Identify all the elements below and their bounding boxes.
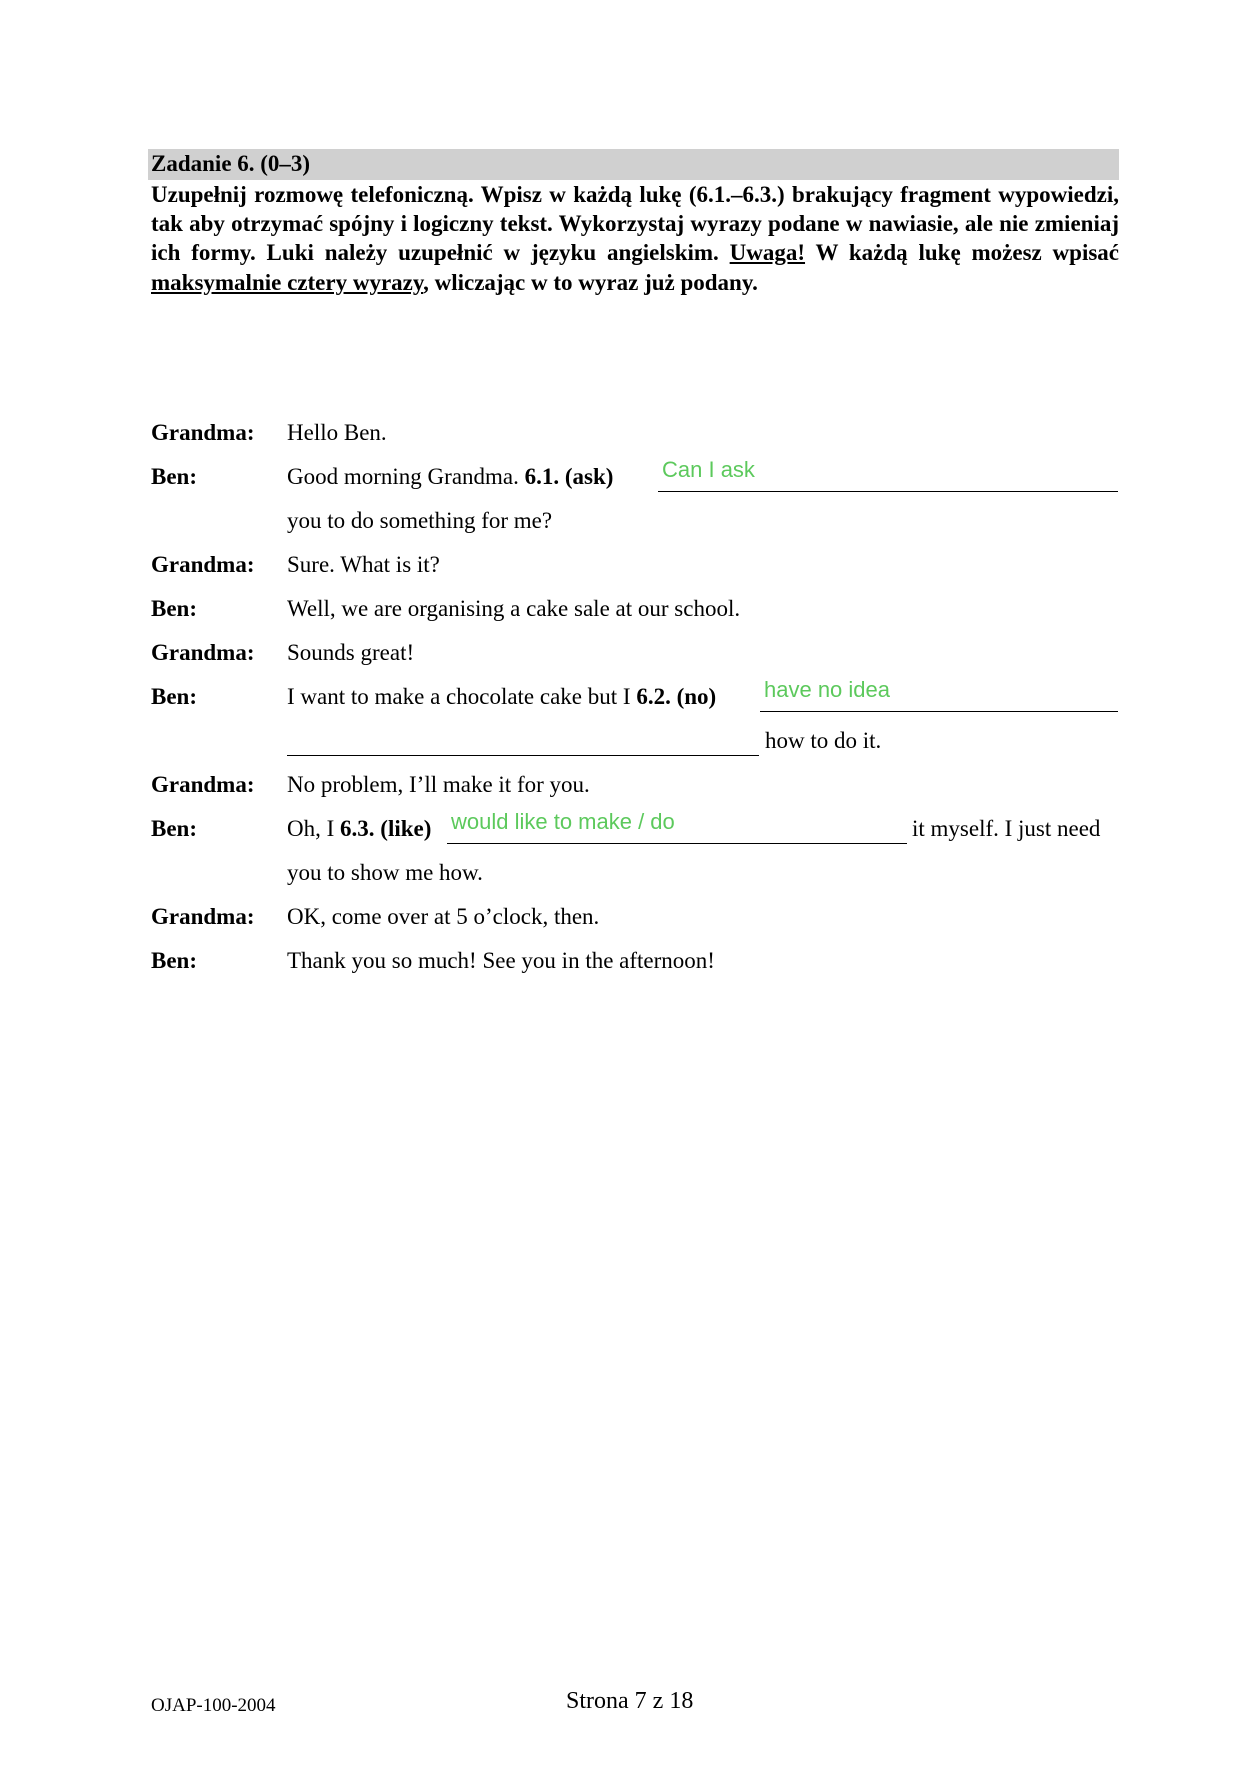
dialogue-text: Well, we are organising a cake sale at our school. xyxy=(287,596,741,621)
dialogue-text: Hello Ben. xyxy=(287,420,387,445)
dialogue-line xyxy=(0,502,1260,546)
gap-6-1[interactable] xyxy=(658,458,1118,492)
speaker-label: Grandma: xyxy=(151,552,255,577)
handwritten-answer: would like to make / do xyxy=(451,809,675,834)
gap-number: 6.3. xyxy=(340,816,375,841)
instructions-main: Uzupełnij rozmowę telefoniczną. Wpisz w każdą lukę (6.1.–6.3.) brakujący fragment wypowiedzi, tak aby otrzymać spójny i logiczny tekst. Wykorzystaj wyrazy podane w nawiasie, ale nie zmieniaj ich formy. Luki należy uzupełnić w języku angielskim. xyxy=(151,182,1119,266)
dialogue-text: it myself. I just need xyxy=(912,816,1101,841)
page-number: Strona 7 z 18 xyxy=(566,1688,694,1714)
note-text-1: W każdą lukę możesz wpisać xyxy=(805,240,1120,266)
speaker-label: Grandma: xyxy=(151,640,255,665)
task-section xyxy=(148,149,1119,297)
handwritten-answer: Can I ask xyxy=(662,457,755,482)
dialogue-text: OK, come over at 5 o’clock, then. xyxy=(287,904,600,929)
dialogue-line xyxy=(0,546,1260,590)
dialogue-text: Good morning Grandma. 6.1. (ask) xyxy=(287,464,614,489)
dialogue-line xyxy=(0,678,1260,722)
gap-6-2-continuation[interactable] xyxy=(287,722,759,756)
dialogue-text: you to do something for me? xyxy=(287,508,553,533)
speaker-label: Grandma: xyxy=(151,772,255,797)
dialogue-text: No problem, I’ll make it for you. xyxy=(287,772,590,797)
speaker-label: Grandma: xyxy=(151,904,255,929)
speaker-label: Ben: xyxy=(151,948,197,973)
dialogue-text: Oh, I 6.3. (like) xyxy=(287,816,432,841)
note-label: Uwaga! xyxy=(729,240,806,266)
dialogue-text: how to do it. xyxy=(765,728,882,753)
note-emphasis: maksymalnie cztery wyrazy xyxy=(151,269,424,295)
speaker-label: Ben: xyxy=(151,816,197,841)
gap-number: 6.1. xyxy=(524,464,560,489)
dialogue-line xyxy=(0,590,1260,634)
dialogue-line xyxy=(0,942,1260,986)
speaker-label: Ben: xyxy=(151,464,197,489)
gap-6-2[interactable] xyxy=(760,678,1118,712)
dialogue-text: Sure. What is it? xyxy=(287,552,440,577)
gap-hint: (like) xyxy=(380,816,432,841)
speaker-label: Ben: xyxy=(151,684,197,709)
gap-6-3[interactable] xyxy=(447,810,907,844)
gap-hint: (ask) xyxy=(564,464,614,489)
exam-code: OJAP-100-2004 xyxy=(151,1695,276,1716)
gap-number: 6.2. xyxy=(636,684,671,709)
dialogue-line xyxy=(0,634,1260,678)
speaker-label: Ben: xyxy=(151,596,197,621)
dialogue-text: you to show me how. xyxy=(287,860,483,885)
note-text-2: , wliczając w to wyraz już podany. xyxy=(423,269,758,295)
dialogue-text: I want to make a chocolate cake but I 6.2. (no) xyxy=(287,684,717,709)
handwritten-answer: have no idea xyxy=(764,677,890,702)
dialogue-line xyxy=(0,810,1260,854)
dialogue-line xyxy=(0,414,1260,458)
dialogue-line xyxy=(0,766,1260,810)
speaker-label: Grandma: xyxy=(151,420,255,445)
task-header: Zadanie 6. (0–3) xyxy=(148,149,1119,180)
dialogue-text: Sounds great! xyxy=(287,640,415,665)
task-instructions xyxy=(148,180,1119,297)
gap-hint: (no) xyxy=(676,684,717,709)
dialogue-line xyxy=(0,722,1260,766)
dialogue-line xyxy=(0,898,1260,942)
dialogue-line xyxy=(0,458,1260,502)
dialogue-line xyxy=(0,854,1260,898)
dialogue-text: Thank you so much! See you in the afternoon! xyxy=(287,948,715,973)
